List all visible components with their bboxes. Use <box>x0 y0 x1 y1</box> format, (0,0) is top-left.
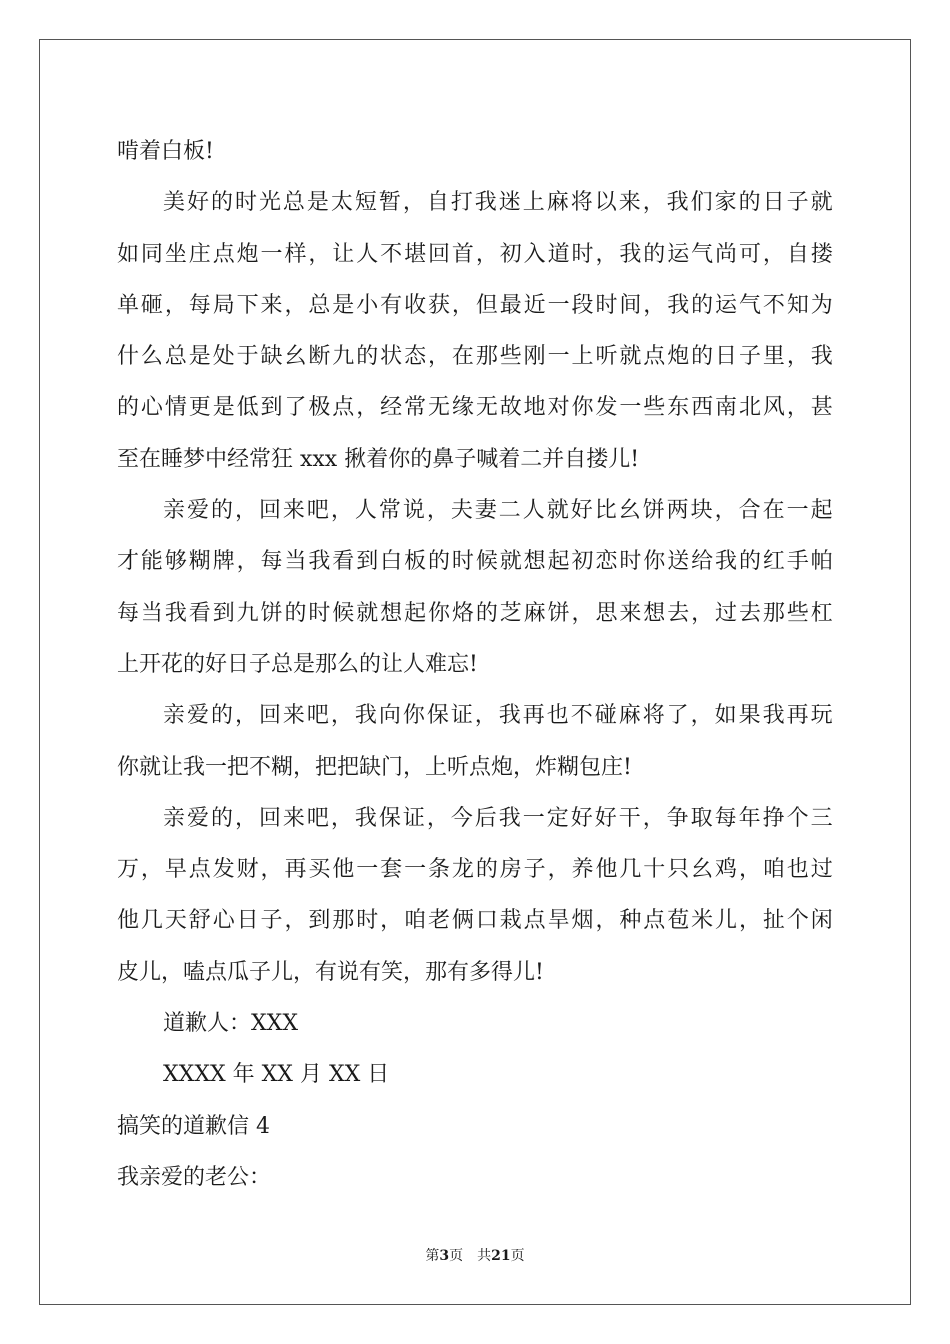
text-line: 亲 爱 的 ， 回 来 吧 ， 我 向 你 保 证 ， 我 再 也 不 碰 麻 将 了 ， 如 果 我 再 玩 <box>163 703 833 729</box>
text-line: 才 能 够 糊 牌 ， 每 当 我 看 到 白 板 的 时 候 就 想 起 初 恋 时 你 送 给 我 的 红 手 帕 <box>117 549 833 575</box>
total-suffix: 页 <box>510 1248 525 1264</box>
page-suffix: 页 <box>449 1248 464 1264</box>
text-line: 皮儿，嗑点瓜子儿，有说有笑，那有多得儿! <box>117 959 544 985</box>
text-line: 上开花的好日子总是那么的让人难忘! <box>117 651 478 677</box>
text-line: 亲 爱 的 ， 回 来 吧 ， 人 常 说 ， 夫 妻 二 人 就 好 比 幺 饼 两 块 ， 合 在 一 起 <box>163 498 833 524</box>
date-line: XXXX 年 XX 月 XX 日 <box>163 1062 390 1088</box>
text-line: 每 当 我 看 到 九 饼 的 时 候 就 想 起 你 烙 的 芝 麻 饼 ， 思 来 想 去 ， 过 去 那 些 杠 <box>117 600 833 626</box>
salutation-line: 我亲爱的老公： <box>117 1164 272 1190</box>
text-line: 啃着白板! <box>117 139 214 164</box>
text-line: 至在睡梦中经常狂 xxx 揪着你的鼻子喊着二并自搂儿! <box>117 446 640 472</box>
text-line: 美 好 的 时 光 总 是 太 短 暂 ， 自 打 我 迷 上 麻 将 以 来 ， 我 们 家 的 日 子 就 <box>163 190 833 216</box>
signature-line: 道歉人：XXX <box>163 1011 298 1037</box>
page-prefix: 第 <box>425 1248 440 1264</box>
text-line: 单 砸 ， 每 局 下 来 ， 总 是 小 有 收 获 ， 但 最 近 一 段 时 间 ， 我 的 运 气 不 知 为 <box>117 292 833 318</box>
text-line: 你就让我一把不糊，把把缺门，上听点炮，炸糊包庄! <box>117 754 632 780</box>
page-footer <box>0 1246 950 1266</box>
text-line: 的 心 情 更 是 低 到 了 极 点 ， 经 常 无 缘 无 故 地 对 你 发 一 些 东 西 南 北 风 ， 甚 <box>117 395 833 421</box>
total-prefix: 共 <box>477 1248 492 1264</box>
text-line: 他 几 天 舒 心 日 子 ， 到 那 时 ， 咱 老 俩 口 栽 点 旱 烟 ， 种 点 苞 米 儿 ， 扯 个 闲 <box>117 908 833 934</box>
text-line: 亲 爱 的 ， 回 来 吧 ， 我 保 证 ， 今 后 我 一 定 好 好 干 ， 争 取 每 年 挣 个 三 <box>163 805 833 831</box>
text-line: 万 ， 早 点 发 财 ， 再 买 他 一 套 一 条 龙 的 房 子 ， 养 他 几 十 只 幺 鸡 ， 咱 也 过 <box>117 857 833 883</box>
text-line: 如 同 坐 庄 点 炮 一 样 ， 让 人 不 堪 回 首 ， 初 入 道 时 ， 我 的 运 气 尚 可 ， 自 搂 <box>117 241 833 267</box>
document-body <box>117 126 833 1203</box>
section-heading: 搞笑的道歉信 4 <box>117 1113 270 1139</box>
text-line: 什 么 总 是 处 于 缺 幺 断 九 的 状 态 ， 在 那 些 刚 一 上 听 就 点 炮 的 日 子 里 ， 我 <box>117 344 833 370</box>
total-pages: 21 <box>491 1248 511 1264</box>
page-number: 3 <box>439 1248 450 1264</box>
